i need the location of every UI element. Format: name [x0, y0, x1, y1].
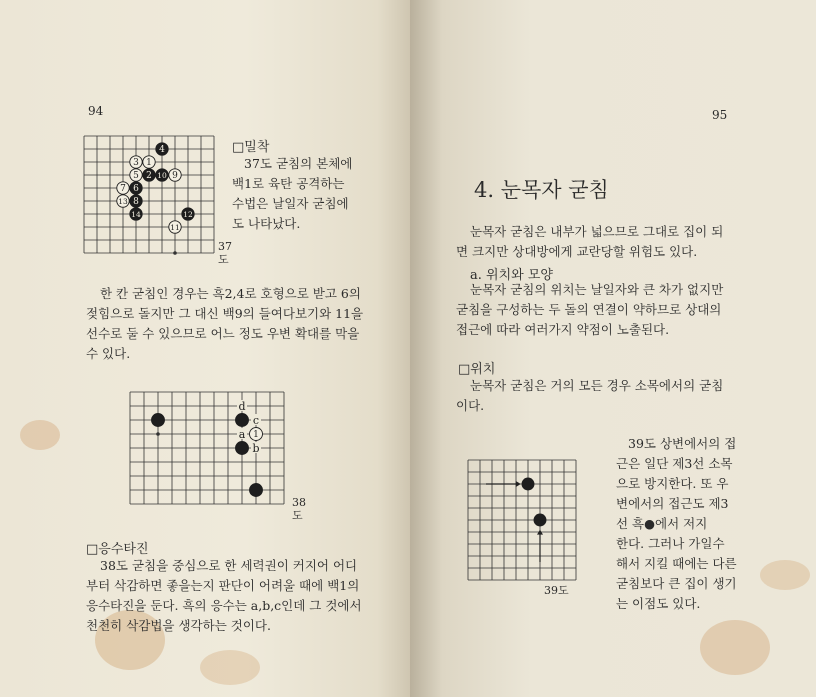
milchak-line: 백1로 육탄 공격하는	[232, 176, 345, 191]
caption-line: 39도 상변에서의 접	[628, 436, 737, 451]
paper-stain	[20, 420, 60, 450]
chapter-title: 4. 눈목자 굳침	[474, 178, 609, 202]
go-diagram-39	[464, 456, 588, 584]
go-stone-black	[236, 414, 249, 427]
star-point	[173, 251, 177, 255]
stone-label: 8	[133, 197, 139, 208]
page-number-right: 95	[712, 108, 728, 122]
stone-label: 1	[146, 158, 152, 169]
para-a-line: 접근에 따라 여러가지 약점이 노출된다.	[456, 322, 670, 337]
stone-label: 14	[131, 210, 141, 220]
stone-label: 9	[172, 171, 178, 182]
board-letter: c	[252, 414, 260, 427]
stone-label: 12	[183, 210, 193, 220]
go-stone-black	[522, 478, 534, 490]
section-title-eungsu: □응수타진	[86, 542, 149, 557]
figure-37-label: 37 도	[218, 240, 232, 266]
caption-line: 선 흑●에서 저지	[616, 516, 708, 531]
caption-line: 근은 일단 제3선 소목	[616, 456, 733, 471]
go-diagram-37	[80, 132, 218, 262]
caption-line: 변에서의 접근도 제3	[616, 496, 729, 511]
wichi-line: 이다.	[456, 398, 485, 413]
stone-label: 7	[120, 184, 126, 195]
para-a-line: 눈목자 굳침의 위치는 날일자와 큰 차가 없지만	[470, 282, 724, 297]
figure-39-label: 39도	[544, 584, 569, 597]
eungsu-line: 응수타진을 둔다. 흑의 응수는 a,b,c인데 그 것에서	[86, 598, 362, 613]
stone-label: 13	[118, 197, 128, 207]
paragraph-line: 선수로 둘 수 있으므로 어느 정도 우변 확대를 막을	[86, 326, 360, 341]
paragraph-line: 젖힘으로 돌지만 그 대신 백9의 들여다보기와 11을	[86, 306, 364, 321]
paper-stain	[200, 650, 260, 685]
stone-label: 4	[159, 145, 165, 156]
stone-label: 11	[170, 223, 180, 233]
go-stone-black	[534, 514, 546, 526]
stone-label: 10	[157, 171, 167, 181]
eungsu-line: 38도 굳침을 중심으로 한 세력권이 커지어 어디	[100, 558, 358, 573]
board-grid	[84, 136, 214, 253]
board-letter: d	[238, 400, 246, 413]
arrow-head	[516, 481, 521, 487]
page-number-left: 94	[88, 104, 104, 118]
para-a-line: 굳침을 구성하는 두 돌의 연결이 약하므로 상대의	[456, 302, 722, 317]
caption-line: 해서 지킬 때에는 다른	[616, 556, 737, 571]
caption-line: 는 이점도 있다.	[616, 596, 701, 611]
go-stone-black	[152, 414, 165, 427]
stone-label: 3	[133, 158, 139, 169]
right-page	[410, 0, 816, 697]
wichi-line: 눈목자 굳침은 거의 모든 경우 소목에서의 굳침	[470, 378, 724, 393]
go-diagram-38	[126, 388, 288, 516]
stone-label: 1	[253, 430, 259, 441]
intro-line: 눈목자 굳침은 내부가 넓으므로 그대로 집이 되	[470, 224, 724, 239]
board-letter: a	[238, 428, 246, 441]
stone-label: 6	[133, 184, 139, 195]
milchak-line: 수법은 날일자 굳침에	[232, 196, 349, 211]
paper-stain	[700, 620, 770, 675]
paper-stain	[760, 560, 810, 590]
stone-label: 2	[146, 171, 152, 182]
paragraph-line: 한 칸 굳침인 경우는 흑2,4로 호형으로 받고 6의	[100, 286, 361, 301]
intro-line: 면 크지만 상대방에게 교란당할 위험도 있다.	[456, 244, 698, 259]
stone-label: 5	[133, 171, 139, 182]
milchak-line: 37도 굳침의 본체에	[244, 156, 353, 171]
section-title-wichi: □위치	[458, 362, 496, 377]
board-letter: b	[252, 442, 260, 455]
eungsu-line: 부터 삭감하면 좋을는지 판단이 어려울 때에 백1의	[86, 578, 360, 593]
go-stone-black	[236, 442, 249, 455]
subheading-position-shape: a. 위치와 모양	[470, 268, 553, 283]
eungsu-line: 천천히 삭감법을 생각하는 것이다.	[86, 618, 271, 633]
caption-line: 굳침보다 큰 집이 생기	[616, 576, 737, 591]
milchak-line: 도 나타났다.	[232, 216, 301, 231]
caption-line: 한다. 그러나 가일수	[616, 536, 725, 551]
go-stone-black	[250, 484, 263, 497]
star-point	[156, 432, 160, 436]
board-grid	[468, 460, 576, 580]
caption-line: 으로 방지한다. 또 우	[616, 476, 729, 491]
paragraph-line: 수 있다.	[86, 346, 131, 361]
figure-38-label: 38 도	[292, 496, 306, 522]
section-title-milchak: □밀착	[232, 140, 270, 155]
